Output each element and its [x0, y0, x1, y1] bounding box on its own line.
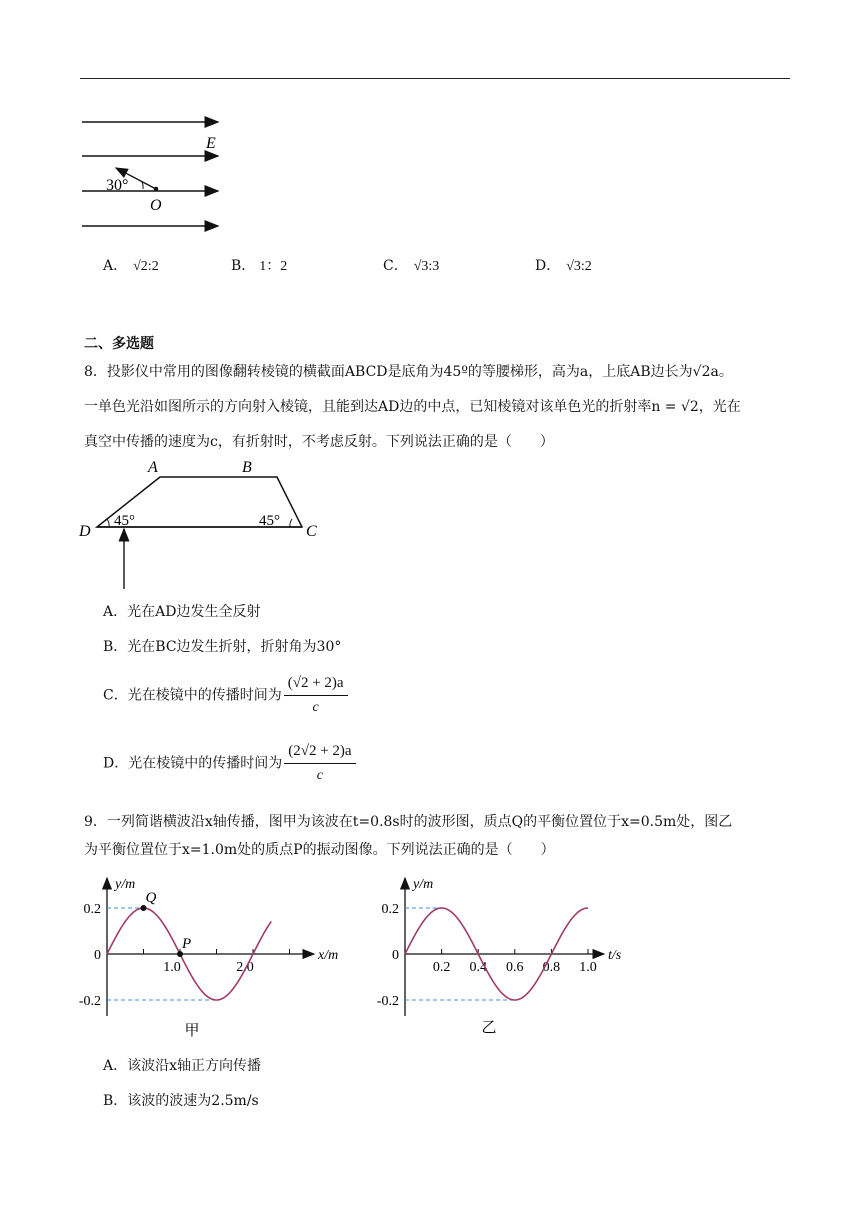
electric-field-figure [76, 112, 236, 237]
y-tick-label: -0.2 [78, 994, 101, 1009]
q8-option-c[interactable]: C．光在棱镜中的传播时间为 $\frac{(√2 + 2)a}{c}$ [103, 673, 348, 718]
x-tick-label: 0.2 [432, 960, 451, 975]
y-tick-label: 0 [94, 948, 101, 963]
x-tick-label: 0.4 [469, 960, 487, 975]
point-label-p: P [182, 936, 192, 952]
y-axis-label: y/m [413, 877, 434, 892]
angle-right: 45° [259, 513, 280, 529]
x-axis-label: t/s [608, 948, 622, 963]
q8-line-2: 一单色光沿如图所示的方向射入棱镜，且能到达AD边的中点，已知棱镜对该单色光的折射率n = √2，光在 [84, 399, 741, 415]
q9-line-1: 9．一列简谐横波沿x轴传播，图甲为该波在t=0.8s时的波形图，质点Q的平衡位置位于x=0.5m处，图乙 [84, 814, 733, 830]
y-axis-label: y/m [115, 877, 136, 892]
q9-option-a[interactable]: A．该波沿x轴正方向传播 [103, 1058, 262, 1074]
y-tick-label: 0.2 [83, 902, 101, 917]
label-d: D [79, 523, 91, 540]
q7-option-c[interactable]: C． √3:3 [383, 258, 440, 274]
x-tick-label: 2.0 [236, 960, 254, 975]
q8-line-3: 真空中传播的速度为c，有折射时，不考虑反射。下列说法正确的是（ ） [84, 434, 554, 450]
q8-option-a[interactable]: A．光在AD边发生全反射 [103, 604, 261, 620]
section-title: 二、多选题 [84, 336, 154, 352]
header-rule [80, 78, 790, 79]
x-tick-label: 0.8 [542, 960, 561, 975]
q8-option-b[interactable]: B．光在BC边发生折射，折射角为30° [103, 639, 342, 655]
q7-option-a[interactable]: A． √2:2 [103, 258, 159, 274]
y-tick-label: 0.2 [381, 902, 399, 917]
label-b: B [242, 459, 252, 476]
q9-line-2: 为平衡位置位于x=1.0m处的质点P的振动图像。下列说法正确的是（ ） [84, 842, 555, 858]
point-o [154, 187, 159, 192]
x-tick-label: 1.0 [163, 960, 181, 975]
x-tick-label: 0.6 [506, 960, 524, 975]
label-c: C [306, 523, 317, 540]
y-tick-label: -0.2 [376, 994, 399, 1009]
x-axis-label: x/m [318, 948, 339, 963]
chart-title: 甲 [184, 1023, 200, 1039]
chart-jia [76, 870, 356, 1045]
q7-option-b[interactable]: B． 1：2 [231, 258, 288, 274]
q7-option-d[interactable]: D． √3:2 [535, 258, 592, 274]
label-o: O [150, 197, 162, 214]
point-label-q: Q [145, 890, 157, 906]
chart-title: 乙 [481, 1020, 497, 1036]
chart-yi [372, 870, 642, 1045]
angle-left: 45° [114, 513, 135, 529]
angle-30: 30° [106, 177, 129, 194]
x-tick-label: 1.0 [579, 960, 597, 975]
y-tick-label: 0 [392, 948, 399, 963]
q8-line-1: 8．投影仪中常用的图像翻转棱镜的横截面ABCD是底角为45º的等腰梯形，高为a，上底AB边长为√2a。 [84, 364, 733, 380]
label-e: E [206, 135, 216, 152]
label-a: A [148, 459, 158, 476]
q9-option-b[interactable]: B．该波的波速为2.5m/s [103, 1093, 259, 1109]
prism-figure [74, 455, 334, 595]
q8-option-d[interactable]: D．光在棱镜中的传播时间为 $\frac{(2√2 + 2)a}{c}$ [103, 741, 356, 786]
